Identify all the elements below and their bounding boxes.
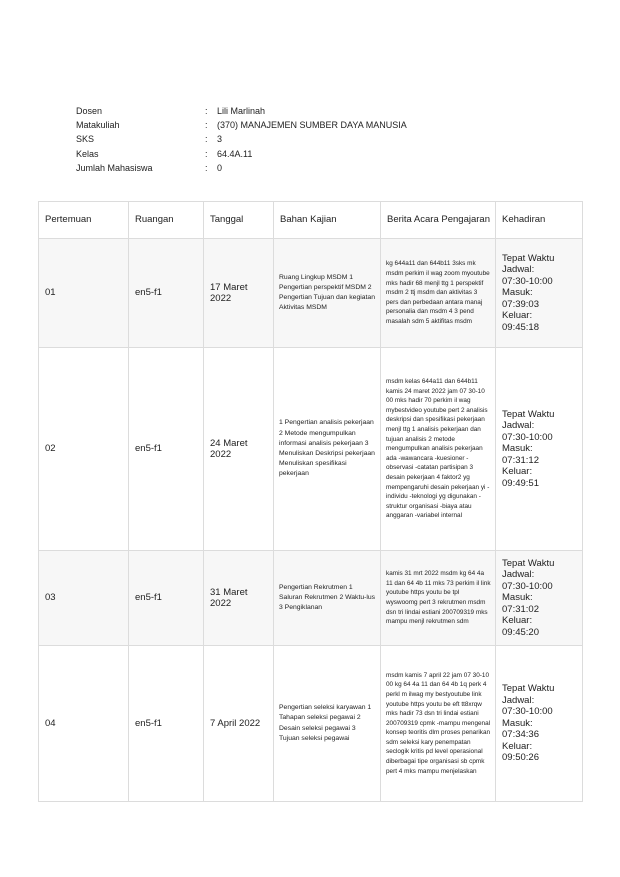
header-ruangan: Ruangan: [129, 202, 204, 239]
cell-ruangan: en5-f1: [129, 348, 204, 551]
masuk-label: Masuk:: [502, 287, 533, 299]
header-bahan-kajian: Bahan Kajian: [274, 202, 381, 239]
cell-bahan-kajian: 1 Pengertian analisis pekerjaan 2 Metode mengumpulkan informasi analisis pekerjaan 3 Menuliskan Deskripsi pekerjaan Menuliskan spesifikasi pekerjaan: [274, 348, 381, 551]
dosen-label: Dosen: [76, 106, 103, 116]
cell-ruangan: en5-f1: [129, 551, 204, 646]
keluar-time: 09:45:20: [502, 626, 539, 638]
keluar-label: Keluar:: [502, 310, 533, 322]
table-row: [39, 551, 583, 646]
keluar-time: 09:50:26: [502, 752, 539, 764]
cell-berita-acara: msdm kamis 7 april 22 jam 07 30-10 00 kg 64 4a 11 dan 64 4b 1q perk 4 perkl m ilwag my bestyoutube link youtube https youtu be eft tt8xrqw mks hadir 73 dsn tri lindai estiani 200709319 cpmk -mampu mengenal konsep teoritis dlm proses penarikan sdm seleksi kary penempatan seclogik kritis pd level operasional diberbagai tipe organisasi sb cpmk pert 4 mks mampu menjelaskan: [381, 646, 496, 802]
header-kehadiran: Kehadiran: [496, 202, 583, 239]
masuk-time: 07:34:36: [502, 729, 539, 741]
masuk-time: 07:31:12: [502, 454, 539, 466]
jumlah-label: Jumlah Mahasiswa: [76, 162, 153, 173]
info-row-kelas: [76, 147, 407, 161]
keluar-label: Keluar:: [502, 466, 533, 478]
cell-tanggal: 31 Maret 2022: [204, 551, 274, 646]
cell-kehadiran: [496, 348, 583, 551]
header-tanggal: Tanggal: [204, 202, 274, 239]
cell-berita-acara: kg 644a11 dan 644b11 3sks mk msdm perkim il wag zoom myoutube mks hadir 68 menjl ttg 1 perspektif msdm 2 ttj msdm dan aktivitas 3 pers dan perbedaan antara manaj personalia dan msdm 4 3 pend masalah sdm 5 aktifitas msdm: [381, 239, 496, 348]
header-berita-acara: Berita Acara Pengajaran: [381, 202, 496, 239]
colon: :: [205, 106, 208, 116]
cell-berita-acara: kamis 31 mrt 2022 msdm kg 64 4a 11 dan 64 4b 11 mks 73 perkim il link youtube https youtu be tpl wyswoomg pert 3 rekrutmen msdm dsn tri lindai estiani 200709319 mks mampu menjl rekrutmen sdm: [381, 551, 496, 646]
header-pertemuan: Pertemuan: [39, 202, 129, 239]
masuk-label: Masuk:: [502, 443, 533, 455]
jadwal-time: 07:30-10:00: [502, 580, 553, 592]
sks-value: 3: [217, 134, 223, 145]
masuk-time: 07:31:02: [502, 603, 539, 615]
cell-ruangan: en5-f1: [129, 239, 204, 348]
jumlah-value: 0: [217, 162, 223, 173]
table-row: [39, 348, 583, 551]
jadwal-time: 07:30-10:00: [502, 431, 553, 443]
cell-tanggal: 24 Maret 2022: [204, 348, 274, 551]
dosen-value: Lili Marlinah: [217, 106, 266, 116]
jadwal-label: Jadwal:: [502, 264, 535, 276]
colon: :: [205, 162, 208, 173]
kelas-value: 64.4A.11: [217, 148, 253, 159]
info-row-dosen: [76, 104, 407, 118]
cell-berita-acara: msdm kelas 644a11 dan 644b11 kamis 24 maret 2022 jam 07 30-10 00 mks hadir 70 perkim il wag mybestvideo youtube pert 2 analisis deskripsi dan spesifikasi pekerjaan menjl ttg 1 analisis pekerjaan dan tujuan analisis 2 metode mengumpulkan analisis pekerjaan ada -wawancara -kuesioner -observasi -catatan partisipan 3 desain pekerjaan 4 faktor2 yg mempengaruhi desain pekerjaan yi -individu -teknologi yg digunakan -struktur organisasi -biaya atau anggaran -variabel internal: [381, 348, 496, 551]
colon: :: [205, 120, 208, 131]
cell-tanggal: 7 April 2022: [204, 646, 274, 802]
cell-ruangan: en5-f1: [129, 646, 204, 802]
masuk-label: Masuk:: [502, 717, 533, 729]
jadwal-label: Jadwal:: [502, 420, 535, 432]
jadwal-label: Jadwal:: [502, 569, 535, 581]
masuk-time: 07:39:03: [502, 298, 539, 310]
jadwal-time: 07:30-10:00: [502, 706, 553, 718]
table-row: [39, 646, 583, 802]
cell-bahan-kajian: Ruang Lingkup MSDM 1 Pengertian perspektif MSDM 2 Pengertian Tujuan dan kegiatan Aktivitas MSDM: [274, 239, 381, 348]
attendance-status: Tepat Waktu: [502, 408, 555, 420]
keluar-time: 09:49:51: [502, 477, 539, 489]
matakuliah-label: Matakuliah: [76, 120, 120, 131]
matakuliah-value: (370) MANAJEMEN SUMBER DAYA MANUSIA: [217, 120, 407, 131]
keluar-label: Keluar:: [502, 740, 533, 752]
info-row-matakuliah: [76, 118, 407, 132]
table-row: [39, 239, 583, 348]
table-header-row: [39, 202, 583, 239]
course-info: [76, 104, 407, 175]
cell-kehadiran: [496, 239, 583, 348]
cell-pertemuan: 02: [39, 348, 129, 551]
attendance-status: Tepat Waktu: [502, 683, 555, 695]
cell-bahan-kajian: Pengertian Rekrutmen 1 Saluran Rekrutmen 2 Waktu-lus 3 Pengiklanan: [274, 551, 381, 646]
kelas-label: Kelas: [76, 148, 99, 159]
keluar-label: Keluar:: [502, 615, 533, 627]
info-row-jumlah: [76, 161, 407, 175]
cell-pertemuan: 03: [39, 551, 129, 646]
attendance-status: Tepat Waktu: [502, 557, 555, 569]
cell-kehadiran: [496, 646, 583, 802]
cell-pertemuan: 04: [39, 646, 129, 802]
info-row-sks: [76, 132, 407, 146]
jadwal-label: Jadwal:: [502, 694, 535, 706]
cell-tanggal: 17 Maret 2022: [204, 239, 274, 348]
sks-label: SKS: [76, 134, 95, 145]
keluar-time: 09:45:18: [502, 321, 539, 333]
colon: :: [205, 148, 208, 159]
jadwal-time: 07:30-10:00: [502, 275, 553, 287]
cell-bahan-kajian: Pengertian seleksi karyawan 1 Tahapan seleksi pegawai 2 Desain seleksi pegawai 3 Tujuan seleksi pegawai: [274, 646, 381, 802]
attendance-status: Tepat Waktu: [502, 252, 555, 264]
cell-pertemuan: 01: [39, 239, 129, 348]
attendance-table: [38, 201, 583, 802]
colon: :: [205, 134, 208, 145]
masuk-label: Masuk:: [502, 592, 533, 604]
cell-kehadiran: [496, 551, 583, 646]
